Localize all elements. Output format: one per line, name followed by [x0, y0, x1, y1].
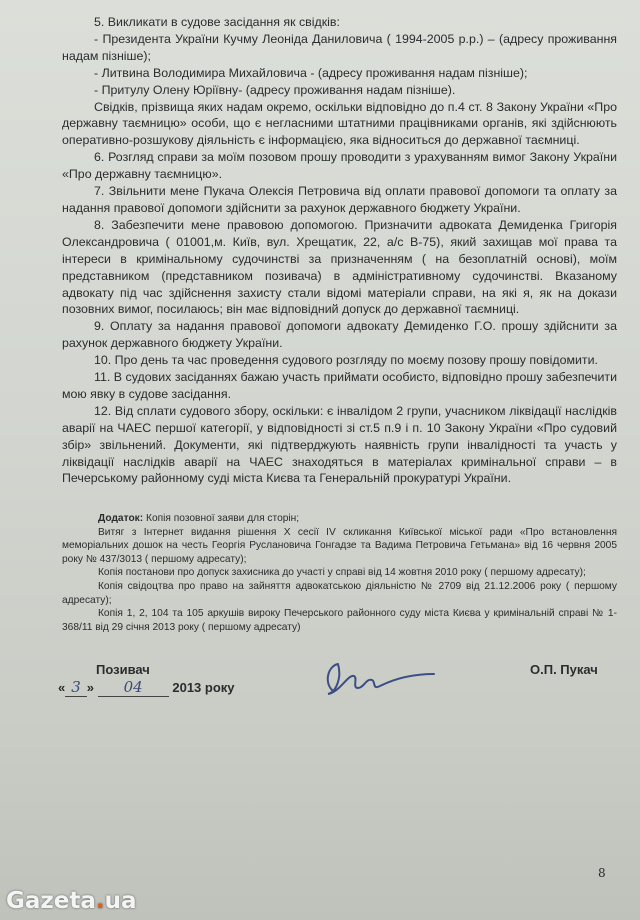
quote-close: »	[86, 680, 95, 695]
appendix-label: Додаток:	[98, 513, 144, 524]
date-year: 2013 року	[172, 680, 235, 695]
appendix-first-line	[62, 512, 617, 526]
paragraph-witnesses: 5. Викликати в судове засідання як свідків:	[94, 15, 340, 29]
watermark-dot: .	[95, 888, 105, 914]
plaintiff-label: Позивач	[96, 662, 150, 677]
paragraph-6: 6. Розгляд справи за моїм позовом прошу проводити з урахуванням вимог Закону України «Про державну таємницю».	[62, 150, 617, 182]
quote-open: «	[58, 680, 66, 695]
document-body	[62, 14, 617, 487]
appendix	[62, 512, 617, 634]
paragraph-witness-lytvyn: - Литвина Володимира Михайловича - (адресу проживання надам пізніше);	[94, 65, 528, 80]
paragraph-7: 7. Звільнити мене Пукача Олексія Петровича від оплати правової допомоги та оплату за надання правової допомоги здійснити за рахунок державного бюджету України.	[62, 184, 617, 215]
appendix-item: Копія постанови про допуск захисника до участі у справі від 14 жовтня 2010 року ( першому адресату);	[98, 567, 586, 579]
appendix-item: Копія позовної заяви для сторін;	[146, 513, 300, 524]
date-day: 3	[65, 678, 87, 697]
watermark-tld: ua	[104, 888, 137, 914]
gazeta-watermark	[0, 880, 200, 920]
appendix-item: Копія свідоцтва про право на зайняття адвокатською діяльністю № 2709 від 21.12.2006 року ( першому адресату);	[62, 580, 617, 606]
paragraph-11: 11. В судових засіданнях бажаю участь приймати особисто, відповідно прошу забезпечити мою явку в судове засідання.	[62, 370, 617, 401]
paragraph-secret-witnesses: Свідків, прізвища яких надам окремо, оскільки відповідно до п.4 ст. 8 Закону України «Про державну таємницю» особи, що є негласними штатними працівниками органів, які здійснюють оперативно-розшукову діяльність є інформацією, яка відноситься до державної таємниці.	[62, 99, 617, 148]
paragraph-witness-prytula: - Притулу Олену Юріївну- (адресу проживання надам пізніше).	[94, 82, 456, 97]
signer-name: О.П. Пукач	[530, 662, 598, 677]
watermark-name: Gazeta	[6, 888, 96, 914]
appendix-item: Витяг з Інтернет видання рішення Х сесії IV скликання Київської міської ради «Про встановлення меморіальних дошок на честь Георгія Руслановича Гонгадзе та Вадима Петровича Гетьмана» від 16 червня 2005 року № 437/3013 ( першому адресату);	[62, 526, 617, 565]
paragraph-12: 12. Від сплати судового збору, оскільки: є інвалідом 2 групи, учасником ліквідації наслідків аварії на ЧАЕС першої категорії, у відповідності зі ст.5 п.9 і п. 10 Закону України «Про судовий збір» звільнений. Документи, які підтверджують наявність групи інвалідності та участь у ліквідації наслідків аварії на ЧАЕС знаходяться в матеріалах кримінальної справи – в Печерському районному суді міста Києва та Генеральній прокуратурі України.	[62, 403, 617, 486]
paragraph-8: 8. Забезпечити мене правовою допомогою. Призначити адвоката Демиденка Григорія Олександровича ( 01001,м. Київ, вул. Хрещатик, 22, а/с В-75), який захищав мої права та інтереси в кримінальному судочинстві за призначенням ( на безоплатній основі), моїм представником (представником позивача) в адміністративному судочинстві. Вказаному адвокату під час здійснення захисту стали відомі матеріали справи, на які я, як на докази позовних вимог, посилаюсь; він має відповідний допуск до державної таємниці.	[62, 217, 617, 317]
appendix-item: Копія 1, 2, 104 та 105 аркушів вироку Печерського районного суду міста Києва у кримінальній справі № 1-368/11 від 29 січня 2013 року ( першому адресату)	[62, 608, 617, 633]
paragraph-10: 10. Про день та час проведення судового розгляду по моєму позову прошу повідомити.	[94, 353, 598, 368]
date-month: 04	[98, 678, 169, 697]
paragraph-witness-kuchma: - Президента України Кучму Леоніда Даниловича ( 1994-2005 р.р.) – (адресу проживання надам пізніше);	[62, 31, 617, 63]
page-number: 8	[598, 866, 606, 880]
handwritten-signature	[318, 652, 438, 702]
paragraph-9: 9. Оплату за надання правової допомоги адвокату Демиденко Г.О. прошу здійснити за рахунок державного бюджету України.	[62, 319, 617, 351]
signature-date	[58, 678, 235, 696]
